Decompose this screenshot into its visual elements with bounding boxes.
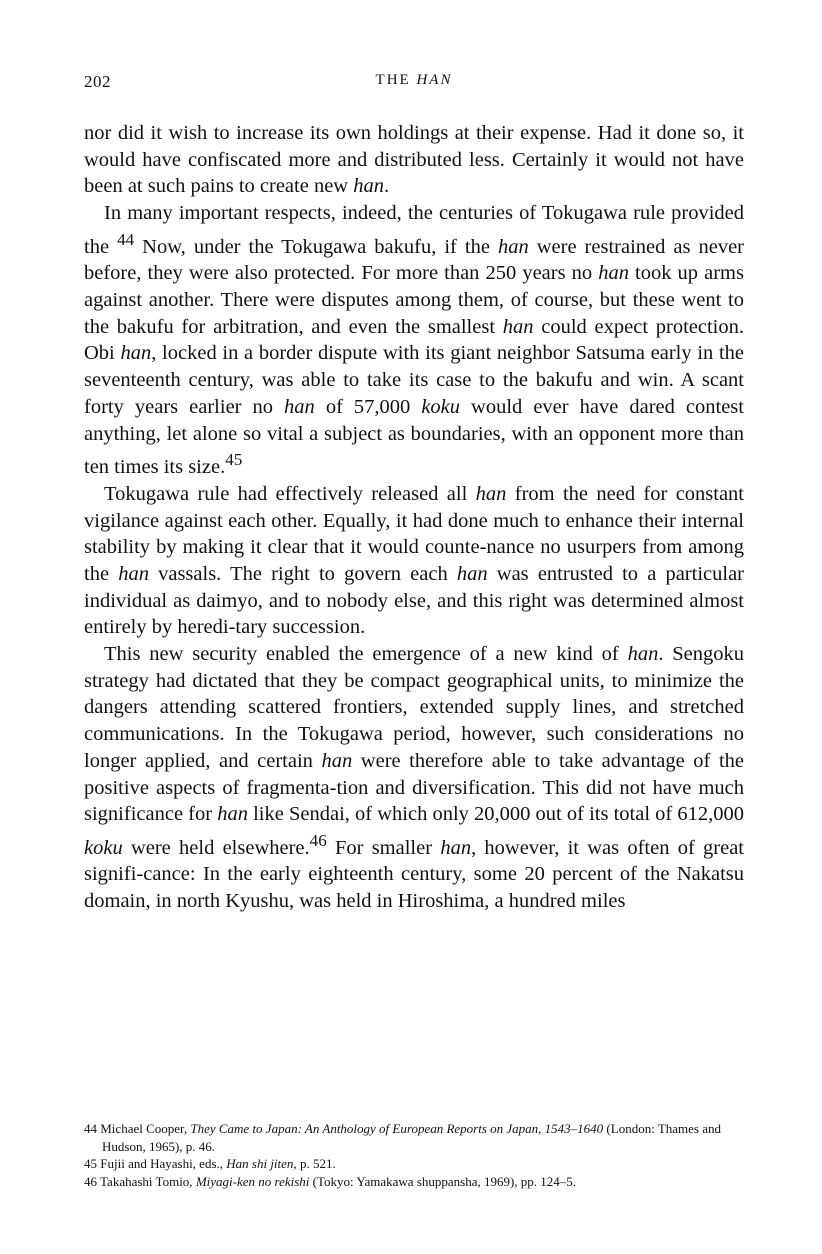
footnote-number: 46	[84, 1173, 97, 1189]
footnote-ref: 44	[117, 229, 135, 249]
footnote: 45 Fujii and Hayashi, eds., Han shi jiten, p. 521.	[84, 1156, 336, 1171]
page-number: 202	[84, 72, 111, 91]
footnote-number: 44	[84, 1121, 97, 1136]
footnote: 44 Michael Cooper, They Came to Japan: An Anthology of European Reports on Japan, 1543–1640 (London: Thames and Hudson, 1965), p. 46.	[84, 1121, 721, 1154]
running-head	[84, 72, 744, 89]
running-head-title: HAN	[416, 72, 453, 88]
paragraph: In many important respects, indeed, the centuries of Tokugawa rule provided the $^{44}$ Now, under the Tokugawa bakufu, if the han were restrained as never before, they were also protected. For more than 250 years no han took up arms against another. There were disputes among them, of course, but these went to the bakufu for arbitration, and even the smallest han could expect protection. Obi han, locked in a border dispute with its giant neighbor Satsuma early in the seventeenth century, was able to take its case to the bakufu and win. A scant forty years earlier no han of 57,000 koku would ever have dared contest anything, let alone so vital a subject as boundaries, with an opponent more than ten times its size.$^{45}$	[84, 202, 745, 479]
footnote: 46 Takahashi Tomio, Miyagi-ken no rekishi (Tokyo: Yamakawa shuppansha, 1969), pp. 124–5.	[84, 1173, 577, 1189]
footnote-ref: 46	[309, 830, 327, 850]
paragraph: nor did it wish to increase its own holdings at their expense. Had it done so, it would have confiscated more and distributed less. Certainly it would not have been at such pains to create new han.	[84, 122, 744, 198]
paragraph: This new security enabled the emergence of a new kind of han. Sengoku strategy had dictated that they be compact geographical units, to minimize the dangers attending scattered frontiers, extended supply lines, and stretched communications. In the Tokugawa period, however, such considerations no longer applied, and certain han were therefore able to take advantage of the positive aspects of fragmenta-tion and diversification. This did not have much significance for han like Sendai, of which only 20,000 out of its total of 612,000 koku were held elsewhere.$^{46}$ For smaller han, however, it was often of great signifi-cance: In the early eighteenth century, some 20 percent of the Nakatsu domain, in north Kyushu, was held in Hiroshima, a hundred miles	[84, 643, 745, 913]
footnotes	[84, 1120, 756, 1190]
footnote-number: 45	[84, 1156, 97, 1171]
footnote-ref: 45	[225, 450, 243, 470]
running-head-prefix: THE	[375, 72, 417, 88]
body-text	[84, 120, 744, 915]
page-header	[84, 72, 744, 96]
paragraph: Tokugawa rule had effectively released all han from the need for constant vigilance against each other. Equally, it had done much to enhance their internal stability by making it clear that it would counte-nance no usurpers from among the han vassals. The right to govern each han was entrusted to a particular individual as daimyo, and to nobody else, and this right was determined almost entirely by heredi-tary succession.	[84, 482, 745, 639]
